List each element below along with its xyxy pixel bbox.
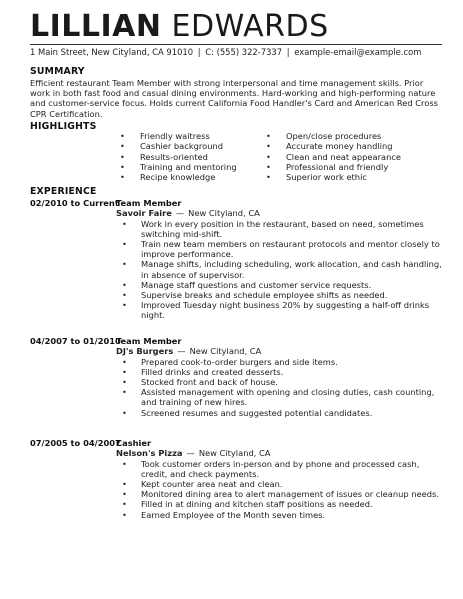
job-title: Cashier [116,438,152,448]
highlights-right-list [262,131,401,182]
phone: C: (555) 322-7337 [205,47,283,57]
separator: | [197,47,201,57]
list-item: • Took customer orders in-person and by phone and processed cash, credit, and check payments. [116,459,446,479]
list-item: • Screened resumes and suggested potential candidates. [116,408,446,418]
address: 1 Main Street, New Cityland, CA 91010 [30,47,194,57]
job-entry [116,336,446,418]
job-duties [116,459,446,520]
list-item: • Supervise breaks and schedule employee shifts as needed. [116,290,446,300]
list-item: • Recipe knowledge [116,172,237,182]
job-employer [116,346,446,356]
list-item: • Training and mentoring [116,162,237,172]
summary-heading: SUMMARY [30,66,85,77]
dash-separator: — [186,448,195,459]
header-divider [30,44,442,45]
last-name: EDWARDS [171,9,329,44]
list-item: • Train new team members on restaurant protocols and mentor closely to improve performance. [116,239,446,259]
list-item: • Work in every position in the restaurant, based on need, sometimes switching mid-shift. [116,219,446,239]
list-item: • Professional and friendly [262,162,401,172]
candidate-name [30,10,329,44]
highlights-heading: HIGHLIGHTS [30,121,97,132]
job-location: New Cityland, CA [188,208,260,219]
job-title: Team Member [116,198,182,208]
summary-text: Efficient restaurant Team Member with strong interpersonal and time management skills. Prior work in both fast food and casual dining environments. Hard-working and high-performing nature and customer-service focus. Holds current California Food Handler's Card and American Red Cross CPR Certification. [30,78,439,119]
list-item: • Clean and neat appearance [262,152,401,162]
list-item: • Prepared cook-to-order burgers and side items. [116,357,446,367]
company-name: Savoir Faire [116,208,172,219]
job-employer [116,208,446,218]
list-item: • Cashier background [116,141,237,151]
job-dates: 04/2007 to 01/2010 [30,336,121,346]
job-dates: 02/2010 to Current [30,198,119,208]
job-location: New Cityland, CA [189,346,262,357]
job-dates: 07/2005 to 04/2007 [30,438,121,448]
list-item: • Manage shifts, including scheduling, work allocation, and cash handling, in absence of supervisor. [116,259,446,279]
list-item: • Friendly waitress [116,131,237,141]
separator: | [286,47,290,57]
job-duties [116,219,446,321]
contact-line [30,47,421,58]
list-item: • Open/close procedures [262,131,401,141]
job-title: Team Member [116,336,182,346]
company-name: DJ's Burgers [116,346,174,357]
experience-heading: EXPERIENCE [30,186,97,197]
job-employer [116,448,446,458]
company-name: Nelson's Pizza [116,448,183,459]
list-item: • Filled in at dining and kitchen staff positions as needed. [116,499,446,509]
first-name: LILLIAN [30,9,162,44]
job-entry [116,198,446,321]
highlights-left-list [116,131,237,182]
list-item: • Monitored dining area to alert management of issues or cleanup needs. [116,489,446,499]
list-item: • Manage staff questions and customer service requests. [116,280,446,290]
job-location: New Cityland, CA [198,448,271,459]
email: example-email@example.com [294,47,422,57]
list-item: • Stocked front and back of house. [116,377,446,387]
job-duties [116,357,446,418]
list-item: • Filled drinks and created desserts. [116,367,446,377]
list-item: • Earned Employee of the Month seven times. [116,510,446,520]
list-item: • Improved Tuesday night business 20% by suggesting a half-off drinks night. [116,300,446,320]
job-entry [116,438,446,520]
dash-separator: — [175,208,185,219]
list-item: • Superior work ethic [262,172,401,182]
list-item: • Accurate money handling [262,141,401,151]
list-item: • Assisted management with opening and closing duties, cash counting, and training of new hires. [116,387,446,407]
dash-separator: — [177,346,186,357]
list-item: • Kept counter area neat and clean. [116,479,446,489]
list-item: • Results-oriented [116,152,237,162]
